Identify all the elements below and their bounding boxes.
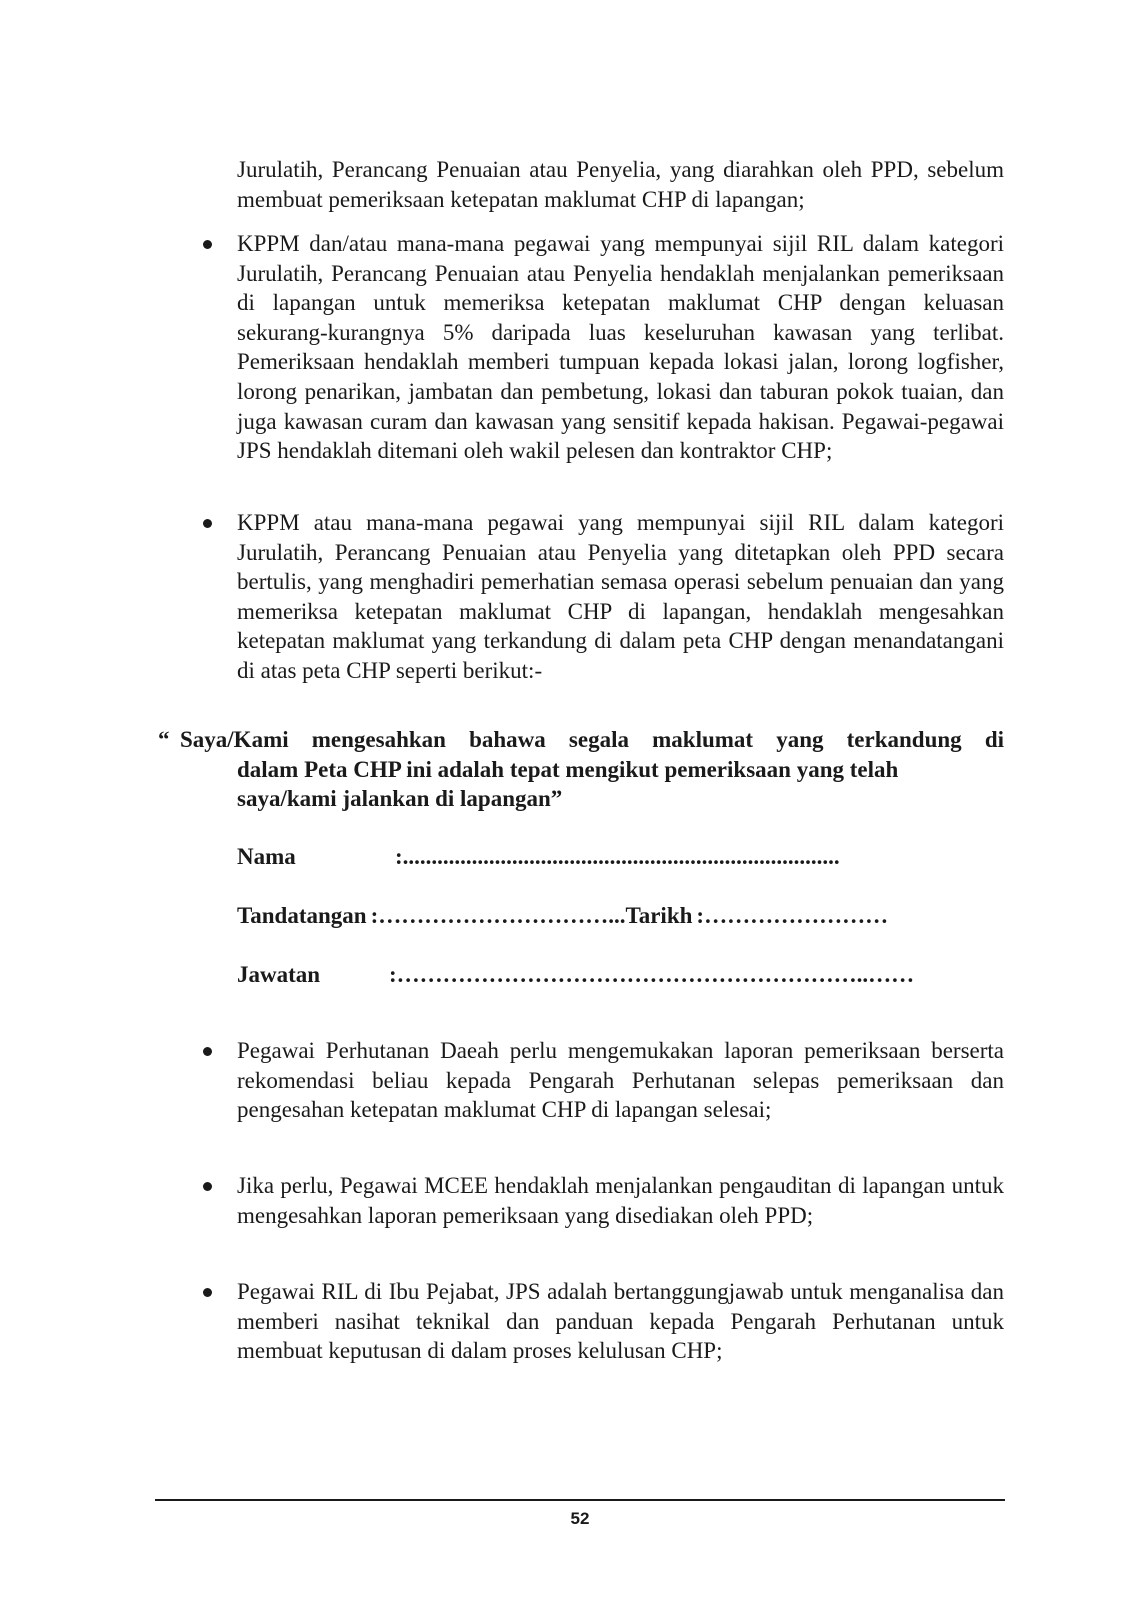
bullet-marker bbox=[201, 517, 215, 531]
certification-line-2: dalam Peta CHP ini adalah tepat mengikut pemeriksaan yang telah bbox=[237, 756, 899, 782]
nama-label: Nama bbox=[237, 844, 296, 869]
bullet-marker bbox=[201, 1286, 215, 1300]
bullet-item-inspection: KPPM dan/atau mana-mana pegawai yang mempunyai sijil RIL dalam kategori Jurulatih, Perancang Penuaian atau Penyelia hendaklah menjalankan pemeriksaan di lapangan untuk memeriksa ketepatan maklumat CHP dengan keluasan sekurang-kurangnya 5% daripada luas keseluruhan kawasan yang terlibat. Pemeriksaan hendaklah memberi tumpuan kepada lokasi jalan, lorong logfisher, lorong penarikan, jambatan dan pembetung, lokasi dan taburan pokok tuaian, dan juga kawasan curam dan kawasan yang sensitif kepada hakisan. Pegawai-pegawai JPS hendaklah ditemani oleh wakil pelesen dan kontraktor CHP; bbox=[237, 231, 1004, 464]
certification-line-1: “ Saya/Kami mengesahkan bahawa segala maklumat yang terkandung di bbox=[158, 725, 1004, 755]
tandatangan-field: :…………………………... bbox=[370, 903, 626, 928]
tandatangan-label: Tandatangan bbox=[237, 903, 367, 928]
certification-line-3: saya/kami jalankan di lapangan” bbox=[237, 786, 563, 812]
open-quote-mark: “ bbox=[158, 727, 170, 752]
jawatan-field: :……………………………………………………..…… bbox=[389, 962, 915, 987]
bullet-item-headquarters: Pegawai RIL di Ibu Pejabat, JPS adalah bertanggungjawab untuk menganalisa dan memberi nasihat teknikal dan panduan kepada Pengarah Perhutanan untuk membuat keputusan di dalam proses kelulusan CHP; bbox=[237, 1279, 1004, 1364]
certification-statement bbox=[158, 725, 1004, 814]
bullet-item-certification: KPPM atau mana-mana pegawai yang mempunyai sijil RIL dalam kategori Jurulatih, Perancang Penuaian atau Penyelia yang ditetapkan oleh PPD secara bertulis, yang menghadiri pemerhatian semasa operasi sebelum penuaian dan yang memeriksa ketepatan maklumat CHP di lapangan, hendaklah mengesahkan ketepatan maklumat yang terkandung di dalam peta CHP dengan menandatangani di atas peta CHP seperti berikut:- bbox=[237, 510, 1004, 683]
bullet-marker bbox=[201, 1045, 215, 1059]
signature-row-nama bbox=[237, 842, 840, 872]
paragraph-continuation: Jurulatih, Perancang Penuaian atau Penyelia, yang diarahkan oleh PPD, sebelum membuat pemeriksaan ketepatan maklumat CHP di lapangan; bbox=[237, 157, 1004, 212]
signature-row-tandatangan bbox=[237, 901, 888, 931]
bullet-marker bbox=[201, 238, 215, 252]
footer-divider bbox=[155, 1499, 1005, 1501]
nama-field: :............................................................................ bbox=[395, 844, 840, 869]
bullet-marker bbox=[201, 1180, 215, 1194]
page-number: 52 bbox=[570, 1509, 590, 1528]
signature-row-jawatan bbox=[237, 960, 914, 990]
bullet-item-audit: Jika perlu, Pegawai MCEE hendaklah menjalankan pengauditan di lapangan untuk mengesahkan laporan pemeriksaan yang disediakan oleh PPD; bbox=[237, 1173, 1004, 1228]
tarikh-label: Tarikh bbox=[625, 903, 693, 928]
bullet-item-report: Pegawai Perhutanan Daeah perlu mengemukakan laporan pemeriksaan berserta rekomendasi beliau kepada Pengarah Perhutanan selepas pemeriksaan dan pengesahan ketepatan maklumat CHP di lapangan selesai; bbox=[237, 1038, 1004, 1123]
tarikh-field: :…………………… bbox=[696, 903, 889, 928]
jawatan-label: Jawatan bbox=[237, 962, 321, 987]
